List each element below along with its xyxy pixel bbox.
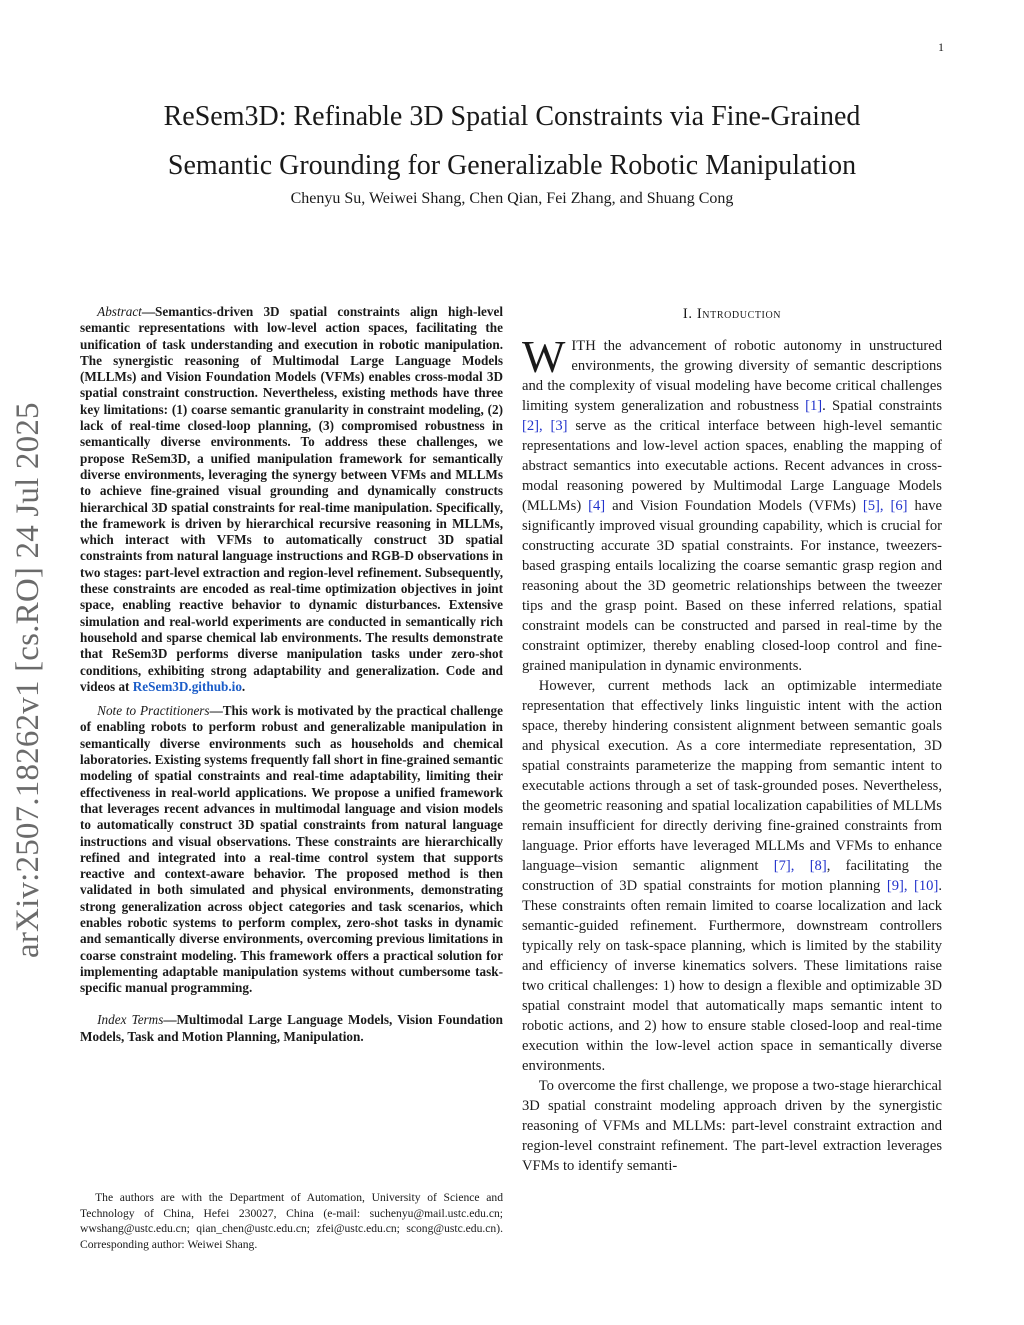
note-to-practitioners bbox=[80, 703, 503, 996]
citation[interactable]: [2], [3] bbox=[522, 418, 568, 434]
abstract-text: —Semantics-driven 3D spatial constraints align high-level semantic representations with low-level action spaces, facilitating the unification of task understanding and execution in robotic manipulation. The synergistic reasoning of Multimodal Large Language Models (MLLMs) and Vision Foundation Models (VFMs) enables cross-modal 3D spatial constraint construction. Nevertheless, existing methods have three key limitations: (1) coarse semantic granularity in constraint modeling, (2) lack of real-time closed-loop planning, (3) compromised robustness in semantically diverse environments. To address these challenges, we propose ReSem3D, a unified manipulation framework for semantically diverse environments, leveraging the synergy between VFMs and MLLMs to achieve fine-grained visual grounding and dynamically constructs hierarchical 3D spatial constraints for real-time manipulation. Specifically, the framework is driven by hierarchical recursive reasoning in MLLMs, which interact with VFMs to automatically construct 3D spatial constraints from natural language instructions and RGB-D observations in two stages: part-level extraction and region-level refinement. Subsequently, these constraints are encoded as real-time optimization objectives in joint space, enabling reactive behavior to dynamic disturbances. Extensive simulation and real-world experiments are conducted in semantically rich household and sparse chemical lab environments. The results demonstrate that ReSem3D performs diverse manipulation tasks under zero-shot conditions, exhibiting strong adaptability and generalization. Code and videos at bbox=[80, 304, 503, 694]
citation[interactable]: [4] bbox=[588, 498, 606, 514]
arxiv-stamp: arXiv:2507.18262v1 [cs.RO] 24 Jul 2025 bbox=[10, 402, 46, 958]
title-line-2: Semantic Grounding for Generalizable Robotic Manipulation bbox=[167, 150, 857, 181]
p1-text-b: . Spatial constraints bbox=[822, 398, 942, 414]
p2-text-c: . These constraints often remain limited to coarse localization and lack semantic-guided refinement. Furthermore, downstream controllers typically rely on task-space planning, which is limited by the stability and efficiency of inverse kinematics solvers. These limitations raise two critical challenges: 1) how to design a flexible and optimizable 3D spatial constraint model that automatically maps semantic intent to robotic actions, and 2) how to ensure stable closed-loop and real-time execution within the low-level action space in semantically diverse environments. bbox=[522, 878, 942, 1074]
abstract-label: Abstract bbox=[97, 304, 142, 319]
intro-paragraph-3: To overcome the first challenge, we propose a two-stage hierarchical 3D spatial constraint modeling approach driven by the synergistic reasoning of VFMs and MLLMs: part-level constraint extraction and region-level constraint refinement. The part-level extraction leverages VFMs to identify semanti- bbox=[522, 1078, 942, 1174]
intro-paragraph-2 bbox=[522, 676, 942, 1076]
section-number: I. bbox=[682, 306, 693, 322]
p1-text-c: serve as the critical interface between high-level semantic representations and low-level action spaces, enabling the mapping of abstract semantics into executable actions. Recent advances in cross-modal reasoning powered by Multimodal Large Language Models (MLLMs) bbox=[522, 418, 942, 514]
left-column bbox=[80, 304, 503, 1053]
index-terms bbox=[80, 1012, 503, 1045]
title-line-1: ReSem3D: Refinable 3D Spatial Constraints via Fine-Grained bbox=[163, 101, 861, 132]
right-column bbox=[522, 304, 942, 1176]
author-list: Chenyu Su, Weiwei Shang, Chen Qian, Fei Zhang, and Shuang Cong bbox=[290, 190, 734, 207]
citation[interactable]: [1] bbox=[805, 398, 823, 414]
p2-text-a: However, current methods lack an optimizable intermediate representation that effectively links linguistic intent with the action space, thereby hindering consistent alignment between semantic goals and physical execution. As a core intermediate representation, 3D spatial constraints parameterize the mapping from semantic intent to executable actions through a set of task-grounded poses. Nevertheless, the geometric reasoning and spatial localization capabilities of MLLMs remain insufficient for directly deriving fine-grained constraints from language. Prior efforts have leveraged MLLMs and VFMs to enhance language–vision semantic alignment bbox=[522, 678, 942, 874]
page-number: 1 bbox=[938, 40, 944, 54]
citation[interactable]: [7], [8] bbox=[773, 858, 827, 874]
footnote-text: The authors are with the Department of Automation, University of Science and Technology of China, Hefei 230027, China (e-mail: suchenyu@mail.ustc.edu.cn; wwshang@ustc.edu.cn; qian_chen@ustc.edu.cn; zfei@ustc.edu.cn; scong@ustc.edu.cn). Corresponding author: Weiwei Shang. bbox=[80, 1191, 503, 1251]
code-link[interactable]: ReSem3D.github.io bbox=[132, 678, 242, 694]
drop-cap: W bbox=[522, 331, 566, 382]
abstract bbox=[80, 304, 503, 695]
abstract-end: . bbox=[241, 678, 246, 694]
p1-text-e: have significantly improved visual grounding capability, which is crucial for constructing accurate 3D spatial constraints. For instance, tweezers-based grasping entails localizing the coarse semantic grasp region and reasoning about the 3D geometric relationships between the tweezer tips and the grasp point. Based on these inferred relations, spatial constraint models can be constructed and parsed in real-time by the constraint optimizer, thereby enabling closed-loop control and fine-grained manipulation in dynamic environments. bbox=[522, 498, 942, 674]
paper-title bbox=[80, 92, 944, 190]
p2-text-b: , facilitating the construction of 3D spatial constraints for motion planning bbox=[522, 858, 942, 894]
note-text: —This work is motivated by the practical challenge of enabling robots to perform robust and generalizable manipulation in semantically diverse environments such as households and chemical laboratories. Existing systems frequently fall short in fine-grained semantic modeling of spatial constraints and real-time adaptability, limiting their effectiveness in real-world applications. We propose a unified framework that leverages recent advances in multimodal language and vision models to automatically construct 3D spatial constraints from natural language instructions and visual observations. These constraints are hierarchically refined and integrated into a real-time control system that supports reactive and context-aware behavior. The proposed method is then validated in both simulated and physical environments, demonstrating strong generalization across object categories and task scenarios, which enables robotic systems to perform complex, zero-shot tasks in dynamic and semantically diverse environments, overcoming previous limitations in coarse constraint modeling. This framework offers a practical solution for implementing adaptable manipulation systems without cumbersome task-specific manual programming. bbox=[80, 703, 503, 996]
p1-text-d: and Vision Foundation Models (VFMs) bbox=[605, 498, 863, 514]
index-terms-label: Index Terms bbox=[97, 1012, 164, 1028]
p1-text-a: ITH the advancement of robotic autonomy in unstructured environments, the growing diversity of semantic descriptions and the complexity of visual modeling have become critical challenges limiting system generalization and robustness bbox=[522, 338, 942, 414]
citation[interactable]: [5], [6] bbox=[862, 498, 908, 514]
intro-paragraph-1 bbox=[522, 331, 942, 676]
citation[interactable]: [9], [10] bbox=[886, 878, 939, 894]
section-title: Introduction bbox=[696, 306, 782, 322]
note-label: Note to Practitioners bbox=[97, 703, 210, 719]
section-heading bbox=[522, 304, 942, 324]
index-terms-text: —Multimodal Large Language Models, Vision Foundation Models, Task and Motion Planning, Manipulation. bbox=[80, 1012, 503, 1044]
author-footnote bbox=[80, 1190, 503, 1252]
